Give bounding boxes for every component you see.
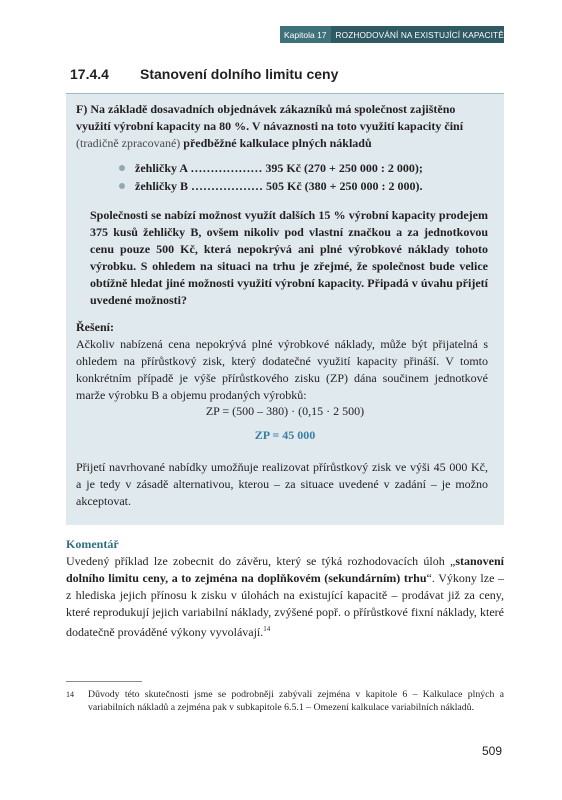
list-item-text: žehličky A ……………… 395 Kč (270 + 250 000 : 2 000); (135, 161, 423, 175)
footnote (66, 688, 504, 714)
running-header (280, 26, 504, 43)
footnote-ref[interactable]: 14 (263, 625, 271, 633)
solution-label: Řešení: (76, 320, 114, 334)
solution-conclusion: Přijetí navrhované nabídky umožňuje realizovat přírůstkový zisk ve výši 45 000 Kč, a je tedy v zásadě alternativou, kterou – za situace uvedené v zadání – je možno akceptovat. (76, 460, 488, 508)
bullet-icon (119, 183, 125, 189)
cost-list (119, 159, 423, 195)
chapter-title: ROZHODOVÁNÍ NA EXISTUJÍCÍ KAPACITĚ (335, 29, 504, 40)
chapter-label: Kapitola 17 (280, 26, 331, 43)
footnote-divider (66, 681, 142, 682)
task-intro-bold: F) Na základě dosavadních objednávek zákazníků má společnost zajištěno využití výrobní kapacity na 80 %. V návaznosti na toto využití kapacity činí (76, 102, 464, 133)
comment-end: “. Výkony lze – z hlediska jejich přínosu k zisku v úlohách na existující kapacitě – prodávat již za ceny, které reprodukují jejich variabilní náklady, zvýšené popř. o přírůstkové fixní náklady, které dodatečně prováděné výkony vyvolávají. (66, 571, 504, 639)
footnote-text: Důvody této skutečnosti jsme se podrobněji zabývali zejména v kapitole 6 – Kalkulace plných a variabilních nákladů a zejména pak v subkapitole 6.5.1 – Omezení kalkulace variabilních nákladů. (88, 689, 504, 713)
section-title: Stanovení dolního limitu ceny (140, 66, 339, 82)
list-item-text: žehličky B ……………… 505 Kč (380 + 250 000 : 2 000). (135, 179, 423, 193)
footnote-number: 14 (66, 690, 74, 699)
section-number: 17.4.4 (70, 66, 109, 82)
formula-result: ZP = 45 000 (254, 428, 316, 442)
page-number: 509 (482, 744, 503, 758)
solution-text: Ačkoliv nabízená cena nepokrývá plné výrobkové náklady, může být přijatelná s ohledem na přírůstkový zisk, který dodatečné využití kapacity přináší. V tomto konkrétním případě je výše přírůstkového zisku (ZP) dána součinem jednotkové marže výrobku B a objemu prodaných výrobků: (76, 337, 488, 402)
task-intro (76, 101, 466, 152)
comment-title: Komentář (66, 537, 119, 551)
example-box (66, 93, 504, 525)
list-item (119, 177, 423, 195)
comment-bold: stanovení dolního limitu ceny, a to zejména na doplňkovém (sekundárním) trhu (66, 554, 504, 585)
list-item (119, 159, 423, 177)
comment-start: Uvedený příklad lze zobecnit do závěru, který se týká rozhodovacích úloh „ (66, 554, 456, 568)
section-heading (70, 66, 338, 82)
bullet-icon (119, 165, 125, 171)
formula: ZP = (500 – 380) · (0,15 · 2 500) (205, 404, 365, 418)
comment-text (66, 553, 504, 641)
task-intro-light: (tradičně zpracované) (76, 136, 181, 150)
task-question: Společnosti se nabízí možnost využít dalších 15 % výrobní kapacity prodejem 375 kusů žehličky B, ovšem nikoliv pod vlastní značkou a za jednotkovou cenu pouze 500 Kč, která nepokrývá ani plné výrobkové náklady tohoto výrobku. S ohledem na situaci na trhu je zřejmé, že společnost bude velice obtížně hledat jiné možnosti využití výrobní kapacity. Připadá v úvahu přijetí uvedené možnosti? (90, 208, 488, 307)
task-intro-end: předběžné kalkulace plných nákladů (183, 136, 372, 150)
